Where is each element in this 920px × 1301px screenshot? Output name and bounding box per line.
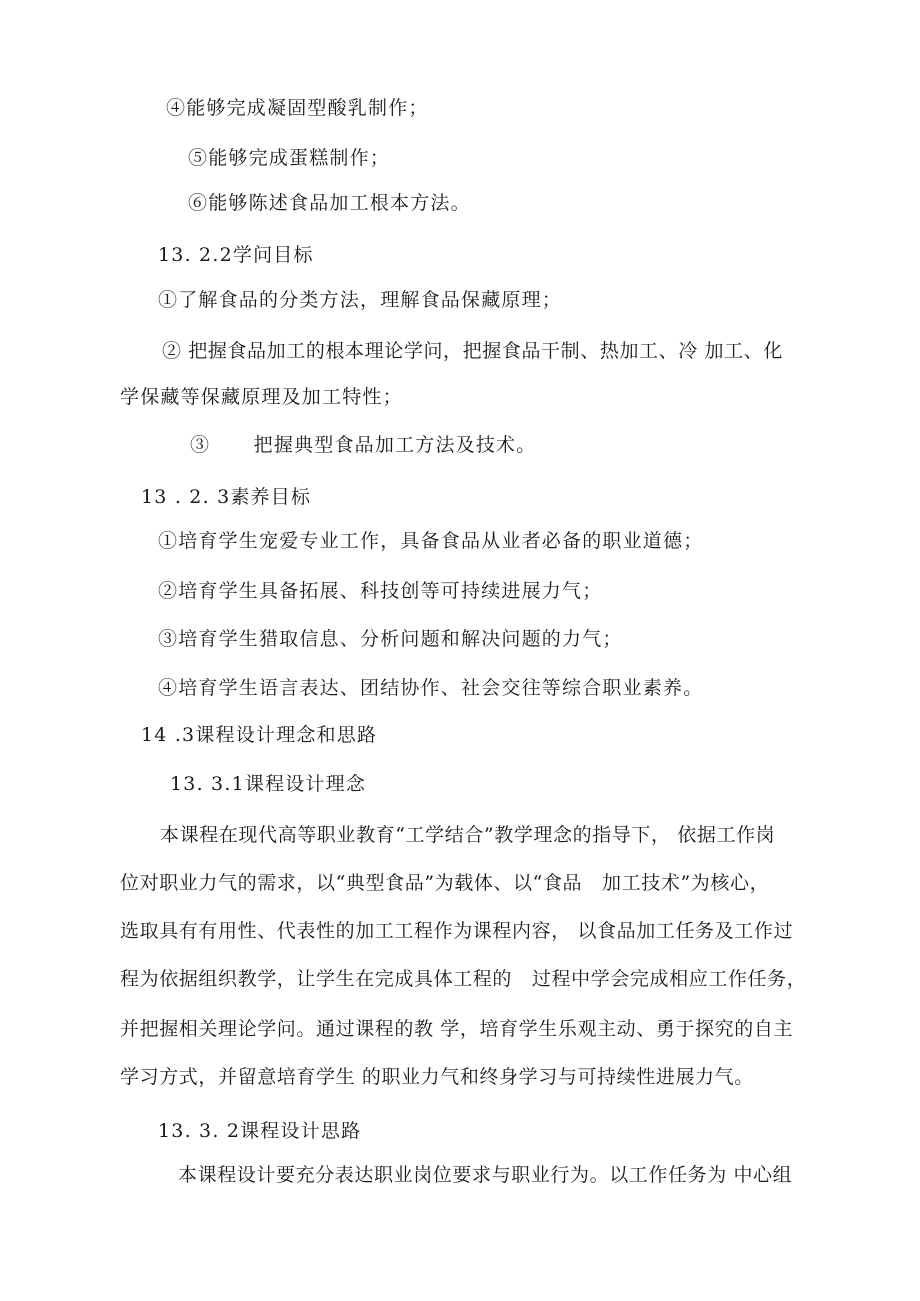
section-heading: 13. 3. 2课程设计思路 — [158, 1120, 362, 1142]
paragraph-line: 程为依据组织教学，让学生在完成具体工程的 过程中学会完成相应工作任务， — [120, 968, 807, 990]
list-item: ①了解食品的分类方法，理解食品保藏原理； — [158, 289, 563, 311]
list-item: ⑥能够陈述食品加工根本方法。 — [188, 192, 471, 214]
paragraph-line: 并把握相关理论学问。通过课程的教 学，培育学生乐观主动、勇于探究的自主 — [120, 1018, 794, 1040]
list-item: ④能够完成凝固型酸乳制作； — [166, 97, 429, 119]
list-item: ② 把握食品加工的根本理论学问，把握食品干制、热加工、冷 加工、化 — [162, 340, 783, 362]
paragraph-line: 本课程设计要充分表达职业岗位要求与职业行为。以工作任务为 中心组 — [178, 1164, 793, 1186]
paragraph-line: 学习方式，并留意培育学生 的职业力气和终身学习与可持续性进展力气。 — [120, 1066, 754, 1088]
list-item: ②培育学生具备拓展、科技创等可持续进展力气； — [158, 580, 603, 602]
list-item: ⑤能够完成蛋糕制作； — [188, 147, 391, 169]
list-item: 学保藏等保藏原理及加工特性； — [120, 386, 403, 408]
paragraph-line: 位对职业力气的需求，以“典型食品”为载体、以“食品 加工技术”为核心， — [120, 872, 770, 894]
section-heading: 13. 2.2学问目标 — [158, 244, 314, 266]
section-heading: 13 . 2. 3素养目标 — [141, 486, 312, 508]
list-item: ③培育学生猎取信息、分析问题和解决问题的力气； — [158, 628, 623, 650]
list-item: ④培育学生语言表达、团结协作、社会交往等综合职业素养。 — [158, 677, 704, 699]
paragraph-line: 本课程在现代高等职业教育“工学结合”教学理念的指导下， 依据工作岗 — [160, 824, 776, 846]
section-heading: 14 .3课程设计理念和思路 — [141, 724, 378, 746]
paragraph-line: 选取具有有用性、代表性的加工工程作为课程内容， 以食品加工任务及工作过 — [120, 920, 794, 942]
list-item: ①培育学生宠爱专业工作，具备食品从业者必备的职业道德； — [158, 530, 704, 552]
list-item: ③ 把握典型食品加工方法及技术。 — [190, 434, 537, 456]
section-heading: 13. 3.1课程设计理念 — [170, 773, 367, 795]
